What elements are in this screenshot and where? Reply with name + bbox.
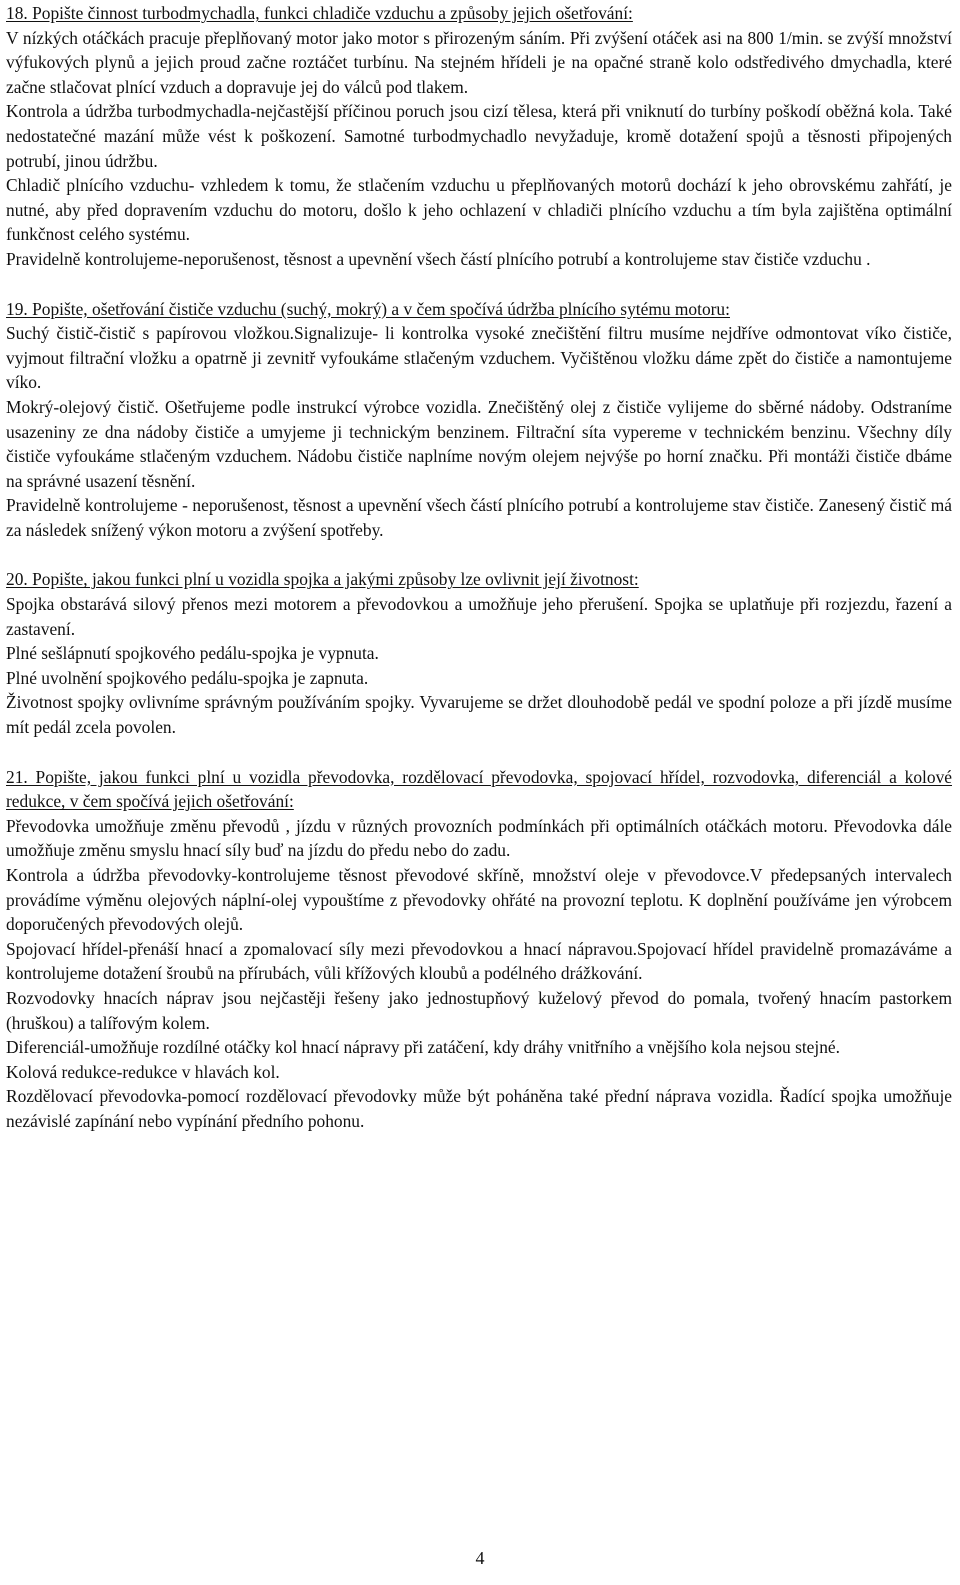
section-heading: 20. Popište, jakou funkci plní u vozidla spojka a jakými způsoby lze ovlivnit její životnost:: [6, 569, 639, 590]
paragraph: Rozvodovky hnacích náprav jsou nejčastěji řešeny jako jednostupňový kuželový převod do pomala, tvořený hnacím pastorkem (hruškou) a talířovým kolem.: [6, 987, 952, 1033]
page-number: 4: [475, 1548, 485, 1568]
paragraph: Pravidelně kontrolujeme - neporušenost, těsnost a upevnění všech částí plnícího potrubí a kontrolujeme stav čističe. Zanesený čistič má za následek snížený výkon motoru a zvýšení spotřeby.: [6, 495, 952, 540]
document-page: [6, 1, 952, 1134]
paragraph: Plné uvolnění spojkového pedálu-spojka je zapnuta.: [6, 667, 369, 688]
paragraph: Kontrola a údržba převodovky-kontrolujeme těsnost převodové skříně, množství oleje v převodovce.V předepsaných intervalech provádíme výměnu olejových náplní-olej vypouštíme z převodovky ohřáté na provozní teplotu. K doplnění používáme jen výrobcem doporučených převodových olejů.: [6, 865, 952, 935]
paragraph: Pravidelně kontrolujeme-neporušenost, těsnost a upevnění všech částí plnícího potrubí a kontrolujeme stav čističe vzduchu .: [6, 248, 871, 269]
paragraph: Plné sešlápnutí spojkového pedálu-spojka je vypnuta.: [6, 643, 379, 664]
paragraph: Chladič plnícího vzduchu- vzhledem k tomu, že stlačením vzduchu u přeplňovaných motorů dochází k jeho obrovskému zahřátí, je nutné, aby před dopravením vzduchu do motoru, došlo k jeho ochlazení v chladiči plnícího vzduchu a tím byla zajištěna optimální funkčnost celého systému.: [6, 175, 952, 245]
paragraph: Rozdělovací převodovka-pomocí rozdělovací převodovky může být poháněna také přední náprava vozidla. Řadící spojka umožňuje nezávislé zapínání nebo vypínání předního pohonu.: [6, 1086, 952, 1131]
section-heading: 18. Popište činnost turbodmychadla, funkci chladiče vzduchu a způsoby jejich ošetřování:: [6, 3, 633, 23]
paragraph: Převodovka umožňuje změnu převodů , jízdu v různých provozních podmínkách při optimálních otáčkách motoru. Převodovka dále umožňuje změnu smyslu hnací síly buď na jízdu do předu nebo do zadu.: [6, 815, 952, 861]
paragraph: Spojka obstarává silový přenos mezi motorem a převodovkou a umožňuje jeho přerušení. Spojka se uplatňuje při rozjezdu, řazení a zastavení.: [6, 594, 952, 639]
paragraph: Kolová redukce-redukce v hlavách kol.: [6, 1061, 280, 1082]
section-21: [6, 765, 952, 1134]
section-heading: 21. Popište, jakou funkci plní u vozidla převodovka, rozdělovací převodovka, spojovací hřídel, rozvodovka, diferenciál a kolové redukce, v čem spočívá jejich ošetřování:: [6, 766, 952, 812]
section-heading: 19. Popište, ošetřování čističe vzduchu (suchý, mokrý) a v čem spočívá údržba plnícího sytému motoru:: [6, 298, 730, 319]
paragraph: Mokrý-olejový čistič. Ošetřujeme podle instrukcí výrobce vozidla. Znečištěný olej z čističe vylijeme do sběrné nádoby. Odstraníme usazeniny ze dna nádoby čističe a umyjeme ji technickým benzinem. Filtrační síta vypereme v technickém benzinu. Všechny díly čističe vyfoukáme stlačeným vzduchem. Nádobu čističe naplníme novým olejem nejvýše po horní značku. Při montáži čističe dbáme na správné usazení těsnění.: [6, 396, 952, 491]
section-19: [6, 297, 952, 543]
section-20: [6, 567, 952, 739]
section-18: [6, 1, 952, 272]
paragraph: Kontrola a údržba turbodmychadla-nejčastější příčinou poruch jsou cizí tělesa, která při vniknutí do turbíny poškodí oběžná kola. Také nedostatečné mazání může vést k poškození. Samotné turbodmychadlo nevyžaduje, kromě dotažení spojů a těsnosti připojených potrubí, jinou údržbu.: [6, 101, 952, 171]
paragraph: V nízkých otáčkách pracuje přeplňovaný motor jako motor s přirozeným sáním. Při zvýšení otáček asi na 800 1/min. se zvýší množství výfukových plynů a jejich proud začne roztáčet turbínu. Na stejném hřídeli je na opačné straně kolo odstředivého dmychadla, které začne stlačovat plnící vzduch a dopravuje jej do válců pod tlakem.: [6, 27, 952, 97]
paragraph: Životnost spojky ovlivníme správným používáním spojky. Vyvarujeme se držet dlouhodobě pedál ve spodní poloze a při jízdě musíme mít pedál zcela povolen.: [6, 692, 952, 738]
paragraph: Spojovací hřídel-přenáší hnací a zpomalovací síly mezi převodovkou a hnací nápravou.Spojovací hřídel pravidelně promazáváme a kontrolujeme dotažení šroubů na přírubách, vůli křížových kloubů a podélného drážkování.: [6, 938, 952, 984]
paragraph: Diferenciál-umožňuje rozdílné otáčky kol hnací nápravy při zatáčení, kdy dráhy vnitřního a vnějšího kola nejsou stejné.: [6, 1037, 840, 1058]
paragraph: Suchý čistič-čistič s papírovou vložkou.Signalizuje- li kontrolka vysoké znečištění filtru musíme nejdříve odmontovat víko čističe, vyjmout filtrační vložku a opatrně ji zevnitř vyfoukáme stlačeným vzduchem. Vyčištěnou vložku dáme zpět do čističe a namontujeme víko.: [6, 323, 952, 393]
